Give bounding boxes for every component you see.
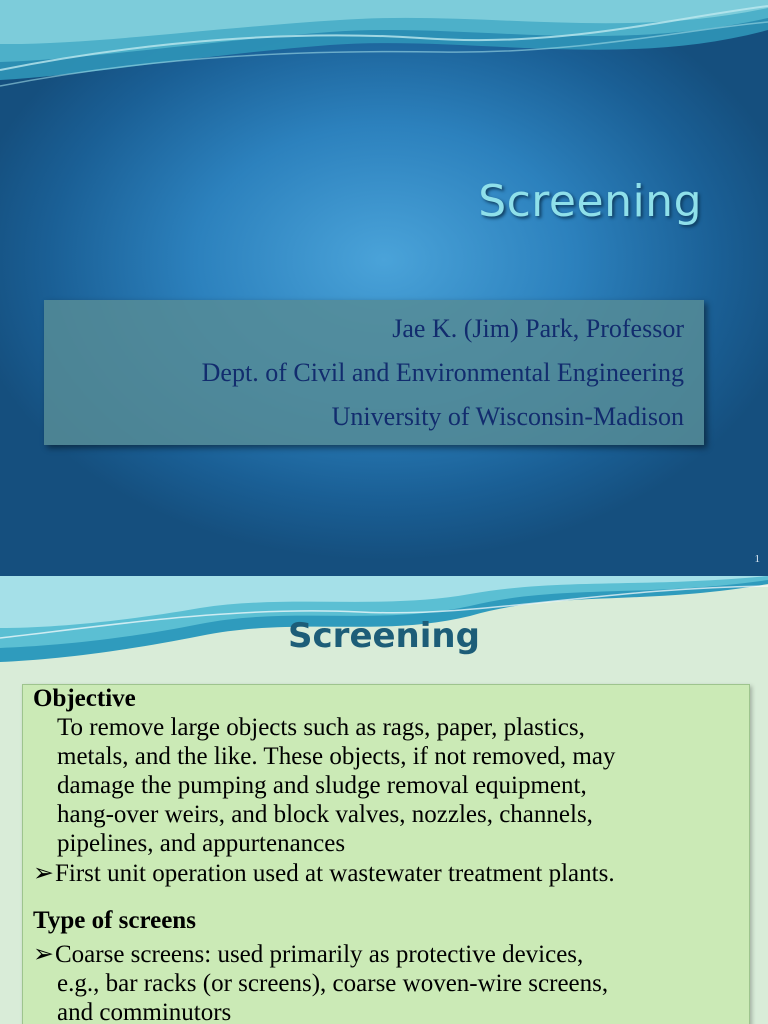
objective-line: hang-over weirs, and block valves, nozzles, channels, [57, 801, 593, 828]
arrow-bullet-icon: ➢ [33, 860, 54, 887]
author-line: Jae K. (Jim) Park, Professor [392, 314, 684, 343]
university-line: University of Wisconsin-Madison [331, 402, 684, 431]
types-bullet [33, 940, 583, 969]
objective-heading: Objective [33, 685, 136, 712]
slide-title: Screening [288, 616, 480, 656]
objective-line: pipelines, and appurtenances [57, 830, 346, 857]
content-slide [0, 576, 768, 1024]
wave-decoration-top [0, 0, 768, 110]
objective-line: To remove large objects such as rags, paper, plastics, [57, 714, 585, 741]
objective-text [57, 713, 615, 858]
objective-line: damage the pumping and sludge removal equipment, [57, 772, 587, 799]
types-line: e.g., bar racks (or screens), coarse woven-wire screens, [57, 970, 609, 997]
types-text [57, 969, 608, 1024]
objective-bullet [33, 859, 615, 888]
page-number: 1 [754, 553, 760, 565]
subtitle-box [44, 300, 704, 445]
objective-line: metals, and the like. These objects, if not removed, may [57, 743, 616, 770]
arrow-bullet-icon: ➢ [33, 941, 54, 968]
types-heading: Type of screens [33, 907, 196, 934]
department-line: Dept. of Civil and Environmental Engineering [201, 358, 684, 387]
bullet-text: Coarse screens: used primarily as protective devices, [55, 941, 584, 968]
content-box [22, 684, 750, 1024]
bullet-text: First unit operation used at wastewater treatment plants. [55, 860, 615, 887]
slide-title: Screening [478, 176, 702, 227]
types-line: and comminutors [57, 999, 232, 1024]
